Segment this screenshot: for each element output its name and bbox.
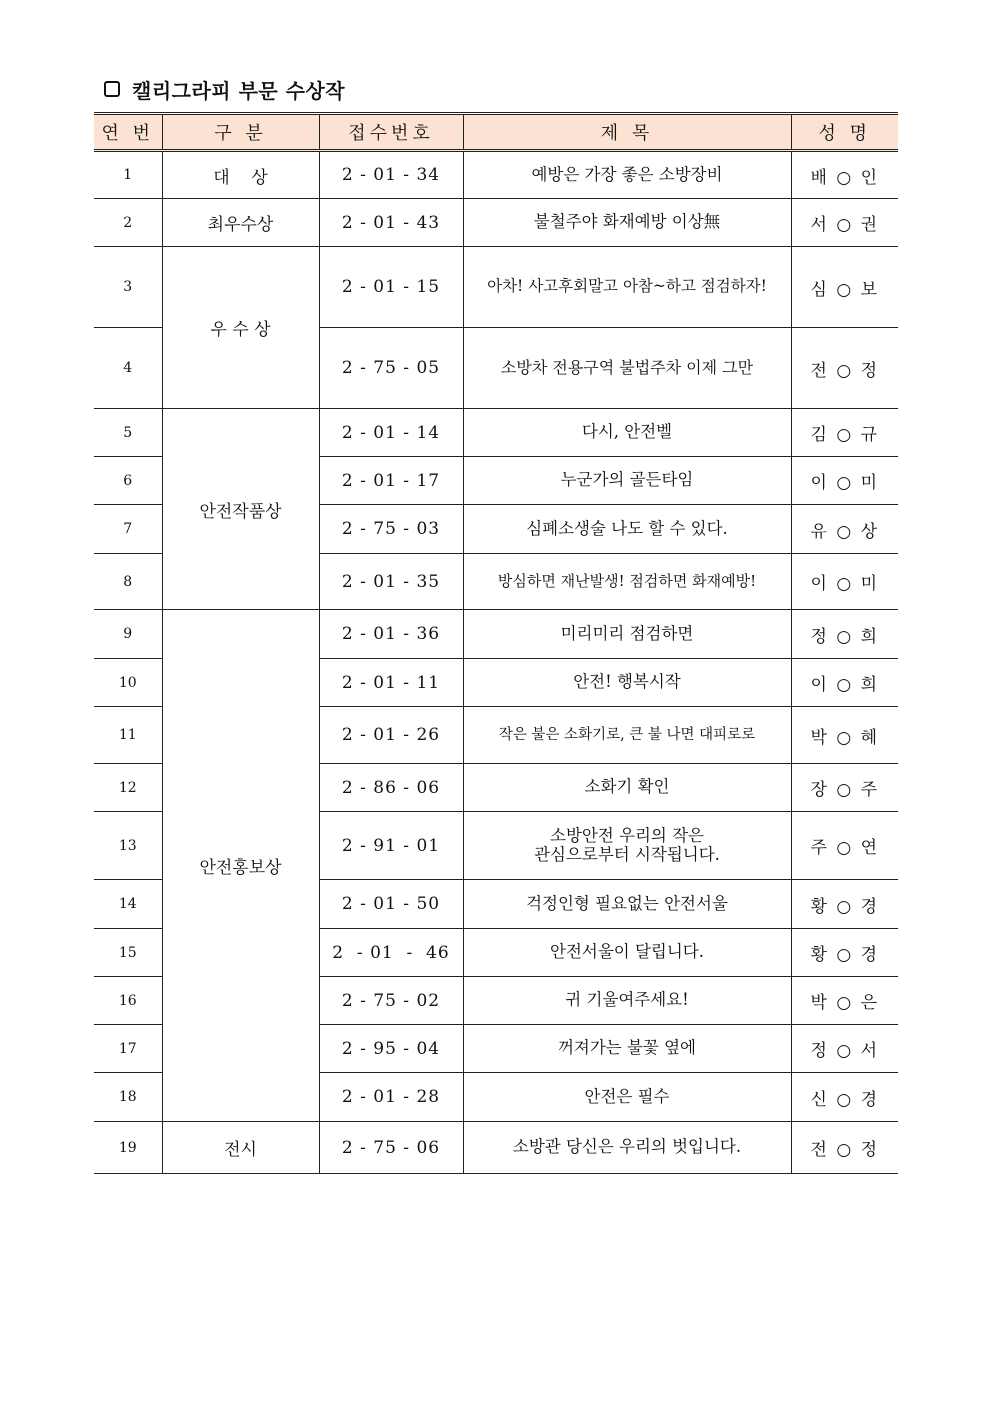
row-name: 심 ○ 보 [791, 247, 898, 328]
row-no: 6 [94, 457, 162, 505]
row-receipt: 2 - 75 - 06 [319, 1122, 463, 1174]
row-no: 8 [94, 554, 162, 610]
row-receipt: 2 - 01 - 46 [319, 929, 463, 977]
row-no: 10 [94, 659, 162, 707]
row-name: 김 ○ 규 [791, 409, 898, 457]
row-no: 7 [94, 505, 162, 554]
header-title: 제 목 [463, 114, 791, 151]
table-row [94, 151, 898, 199]
header-receipt: 접수번호 [319, 114, 463, 151]
table-row [94, 610, 898, 659]
row-no: 2 [94, 199, 162, 247]
row-no: 5 [94, 409, 162, 457]
row-title: 안전서울이 달립니다. [463, 929, 791, 977]
row-no: 19 [94, 1122, 162, 1174]
row-category: 우 수 상 [162, 247, 319, 409]
awards-table [94, 112, 898, 1174]
row-no: 3 [94, 247, 162, 328]
row-name: 배 ○ 인 [791, 151, 898, 199]
row-title: 소방관 당신은 우리의 벗입니다. [463, 1122, 791, 1174]
row-receipt: 2 - 75 - 05 [319, 328, 463, 409]
row-name: 장 ○ 주 [791, 764, 898, 812]
table-row [94, 409, 898, 457]
table-row [94, 199, 898, 247]
row-name: 신 ○ 경 [791, 1073, 898, 1122]
header-name: 성 명 [791, 114, 898, 151]
row-receipt: 2 - 86 - 06 [319, 764, 463, 812]
section-title [104, 74, 345, 104]
row-name: 정 ○ 서 [791, 1025, 898, 1073]
row-no: 4 [94, 328, 162, 409]
row-receipt: 2 - 01 - 11 [319, 659, 463, 707]
row-no: 16 [94, 977, 162, 1025]
row-title: 방심하면 재난발생! 점검하면 화재예방! [463, 554, 791, 610]
section-title-text: 캘리그라피 부문 수상작 [132, 78, 346, 103]
row-name: 유 ○ 상 [791, 505, 898, 554]
row-name: 전 ○ 정 [791, 1122, 898, 1174]
row-title: 안전! 행복시작 [463, 659, 791, 707]
row-category: 전시 [162, 1122, 319, 1174]
row-name: 이 ○ 미 [791, 554, 898, 610]
row-category: 최우수상 [162, 199, 319, 247]
row-receipt: 2 - 01 - 35 [319, 554, 463, 610]
row-receipt: 2 - 01 - 36 [319, 610, 463, 659]
row-receipt: 2 - 01 - 28 [319, 1073, 463, 1122]
row-receipt: 2 - 01 - 15 [319, 247, 463, 328]
row-name: 박 ○ 혜 [791, 707, 898, 764]
row-name: 황 ○ 경 [791, 929, 898, 977]
row-category: 대 상 [162, 151, 319, 199]
square-bullet-icon [104, 81, 120, 97]
row-receipt: 2 - 01 - 26 [319, 707, 463, 764]
row-receipt: 2 - 01 - 17 [319, 457, 463, 505]
row-receipt: 2 - 01 - 50 [319, 880, 463, 929]
row-title: 소화기 확인 [463, 764, 791, 812]
row-receipt: 2 - 75 - 02 [319, 977, 463, 1025]
row-name: 박 ○ 은 [791, 977, 898, 1025]
row-name: 서 ○ 권 [791, 199, 898, 247]
row-no: 13 [94, 812, 162, 880]
row-title: 심폐소생술 나도 할 수 있다. [463, 505, 791, 554]
row-name: 전 ○ 정 [791, 328, 898, 409]
row-name: 황 ○ 경 [791, 880, 898, 929]
row-category: 안전홍보상 [162, 610, 319, 1122]
row-title: 아차! 사고후회말고 아참~하고 점검하자! [463, 247, 791, 328]
row-title: 귀 기울여주세요! [463, 977, 791, 1025]
row-no: 12 [94, 764, 162, 812]
row-receipt: 2 - 91 - 01 [319, 812, 463, 880]
row-title: 예방은 가장 좋은 소방장비 [463, 151, 791, 199]
header-row [94, 114, 898, 151]
row-receipt: 2 - 75 - 03 [319, 505, 463, 554]
row-no: 14 [94, 880, 162, 929]
row-receipt: 2 - 01 - 43 [319, 199, 463, 247]
row-name: 이 ○ 미 [791, 457, 898, 505]
row-title: 걱정인형 필요없는 안전서울 [463, 880, 791, 929]
row-title: 다시, 안전벨 [463, 409, 791, 457]
row-category: 안전작품상 [162, 409, 319, 610]
row-no: 18 [94, 1073, 162, 1122]
row-receipt: 2 - 01 - 34 [319, 151, 463, 199]
row-no: 1 [94, 151, 162, 199]
row-title: 미리미리 점검하면 [463, 610, 791, 659]
row-receipt: 2 - 01 - 14 [319, 409, 463, 457]
row-title: 소방차 전용구역 불법주차 이제 그만 [463, 328, 791, 409]
header-category: 구 분 [162, 114, 319, 151]
row-title: 불철주야 화재예방 이상無 [463, 199, 791, 247]
table-row [94, 1122, 898, 1174]
row-title: 소방안전 우리의 작은 관심으로부터 시작됩니다. [463, 812, 791, 880]
row-name: 정 ○ 희 [791, 610, 898, 659]
table-row [94, 247, 898, 328]
row-title: 꺼져가는 불꽃 옆에 [463, 1025, 791, 1073]
row-no: 17 [94, 1025, 162, 1073]
row-name: 주 ○ 연 [791, 812, 898, 880]
row-title: 안전은 필수 [463, 1073, 791, 1122]
header-no: 연 번 [94, 114, 162, 151]
row-name: 이 ○ 희 [791, 659, 898, 707]
row-no: 15 [94, 929, 162, 977]
row-receipt: 2 - 95 - 04 [319, 1025, 463, 1073]
row-title: 누군가의 골든타임 [463, 457, 791, 505]
row-title: 작은 불은 소화기로, 큰 불 나면 대피로로 [463, 707, 791, 764]
row-no: 9 [94, 610, 162, 659]
row-no: 11 [94, 707, 162, 764]
